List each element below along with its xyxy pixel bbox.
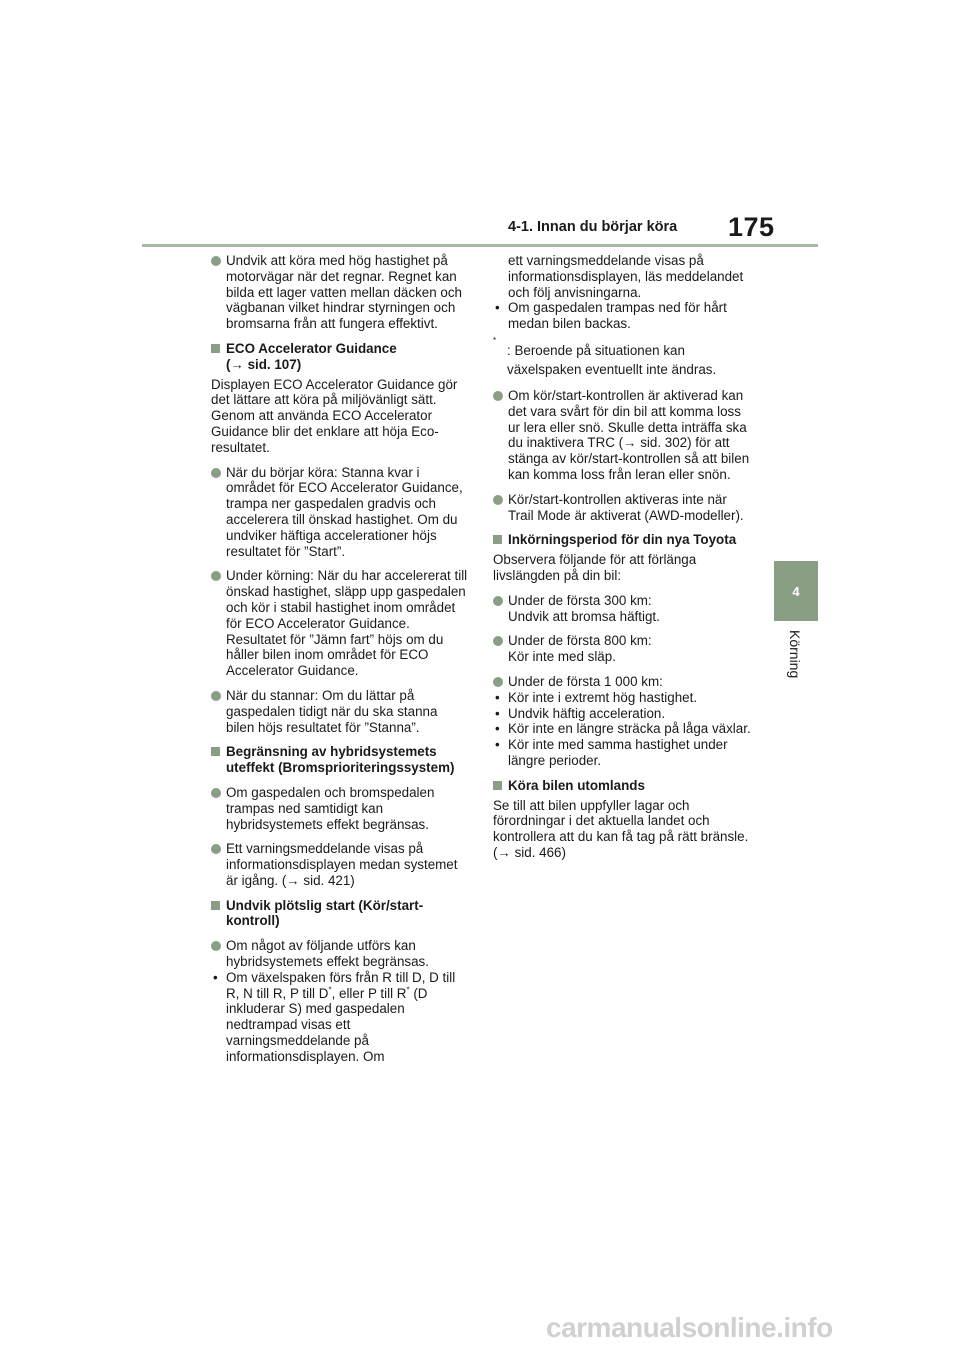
bullet-trail	[493, 492, 751, 524]
round-bullet-icon	[493, 596, 503, 606]
bullet-text: Om gaspedalen och bromspedalen trampas ned samtidigt kan hybridsystemets effekt begränsas.	[226, 784, 435, 832]
round-bullet-icon	[211, 256, 221, 266]
round-bullet-icon	[211, 571, 221, 581]
heading-ref-link[interactable]: (→ sid. 107)	[226, 356, 302, 372]
dash-bullet: •	[495, 705, 500, 721]
square-bullet-icon	[493, 781, 502, 790]
footnote-asterisk: *	[328, 985, 332, 995]
dash-item-speed	[493, 690, 751, 706]
dash-item-same-speed	[493, 737, 751, 769]
paragraph-abroad: Se till att bilen uppfyller lagar och förordningar i det aktuella landet och kontrollera att du kan få tag på rätt bränsle. (→ sid. 466)	[493, 797, 749, 860]
bullet-text: När du stannar: Om du lättar på gaspedalen tidigt när du ska stanna bilen höjs resultatet för ”Stanna”.	[226, 687, 438, 735]
bullet-text: När du börjar köra: Stanna kvar i området för ECO Accelerator Guidance, trampa ner gaspedalen gradvis och accelerera till önskad hastighet. Om du undviker häftiga accelerationer höjs resultatet för ”Start”.	[226, 464, 463, 559]
round-bullet-icon	[493, 495, 503, 505]
round-bullet-icon	[211, 691, 221, 701]
heading-abroad	[493, 778, 751, 794]
paragraph-breakin: Observera följande för att förlänga livslängden på din bil:	[493, 552, 697, 583]
square-bullet-icon	[211, 901, 220, 910]
dash-text-c: (D inkluderar S) med gaspedalen nedtrampad visas ett varningsmeddelande på informationsdisplayen. Om	[226, 985, 428, 1064]
continued-text: ett varningsmeddelande visas på informationsdisplayen, läs meddelandet och följ anvisningarna.	[508, 253, 744, 300]
bullet-800km	[493, 633, 751, 665]
square-bullet-icon	[493, 535, 502, 544]
round-bullet-icon	[211, 468, 221, 478]
round-bullet-icon	[211, 844, 221, 854]
bullet-text: Ett varningsmeddelande visas på informationsdisplayen medan systemet är igång. (→ sid. 421)	[226, 841, 458, 888]
bullet-text: Om kör/start-kontrollen är aktiverad kan det vara svårt för din bil att komma loss ur lera eller snö. Skulle detta inträffa ska du inaktivera TRC (→ sid. 302) för att stänga av kör/start-kontrollen så att bilen kan komma loss från leran eller snön.	[508, 387, 750, 482]
bullet-1000km	[493, 674, 751, 690]
footnote: * : Beroende på situationen kan växelspaken eventuellt inte ändras.	[493, 335, 717, 377]
bullet-text: Under körning: När du har accelererat till önskad hastighet, släpp upp gaspedalen och kör i stabil hastighet inom området för ECO Accelerator Guidance. Resultatet för ”Jämn fart” höjs om du håller bilen inom området för ECO Accelerator Guidance.	[226, 568, 468, 679]
bullet-sudden	[211, 938, 469, 970]
dash-text: Undvik häftig acceleration.	[508, 705, 666, 721]
bullet-limit-1	[211, 785, 469, 832]
section-title: 4-1. Innan du börjar köra	[508, 219, 678, 235]
heading-limit	[211, 744, 469, 776]
dash-bullet: •	[495, 300, 500, 316]
round-bullet-icon	[493, 636, 503, 646]
heading-eco	[211, 341, 469, 373]
dash-text: Kör inte med samma hastighet under längre perioder.	[508, 737, 728, 768]
dash-text: Om gaspedalen trampas ned för hårt medan bilen backas.	[508, 300, 727, 332]
bullet-limit-2	[211, 841, 469, 888]
heading-text: Köra bilen utomlands	[508, 777, 645, 793]
bullet-text: Kör/start-kontrollen aktiveras inte när Trail Mode är aktiverat (AWD-modeller).	[508, 491, 744, 523]
left-column	[211, 253, 469, 1065]
round-bullet-icon	[493, 391, 503, 401]
bullet-text: Under de första 1 000 km:	[508, 673, 663, 689]
heading-text: Undvik plötslig start (Kör/start-kontroll)	[226, 897, 424, 929]
round-bullet-icon	[211, 788, 221, 798]
dash-text: Kör inte en längre sträcka på låga växlar.	[508, 721, 751, 737]
bullet-text: Under de första 300 km: Undvik att bromsa häftigt.	[508, 592, 660, 624]
dash-item-shift	[211, 970, 469, 1065]
dash-bullet: •	[495, 689, 500, 705]
heading-sudden	[211, 898, 469, 930]
heading-breakin	[493, 532, 751, 548]
dash-bullet: •	[495, 721, 500, 737]
round-bullet-icon	[493, 677, 503, 687]
right-column	[493, 253, 751, 870]
heading-text: Begränsning av hybridsystemets uteffekt (Bromsprioriteringssystem)	[226, 744, 455, 776]
square-bullet-icon	[211, 747, 220, 756]
bullet-text: Under de första 800 km: Kör inte med släp.	[508, 633, 652, 665]
chapter-number: 4	[792, 583, 800, 599]
footnote-text: : Beroende på situationen kan växelspaken eventuellt inte ändras.	[507, 342, 717, 377]
bullet-drive	[211, 568, 469, 679]
bullet-text: Undvik att köra med hög hastighet på motorvägar när det regnar. Regnet kan bilda ett lager vatten mellan däcken och vägbanan vilket hindrar styrningen och bromsarna från att fungera effektivt.	[226, 253, 462, 332]
heading-text: ECO Accelerator Guidance	[226, 340, 397, 356]
watermark: carmanualsonline.info	[546, 1312, 833, 1343]
dash-text-b: , eller P till R	[331, 985, 407, 1001]
bullet-stop	[211, 688, 469, 735]
footnote-asterisk: *	[406, 985, 410, 995]
dash-item-gears	[493, 721, 751, 737]
bullet-mud	[493, 388, 751, 483]
chapter-label: Körning	[787, 630, 803, 679]
page-number: 175	[728, 212, 775, 242]
dash-item-accel	[493, 706, 751, 722]
paragraph-eco: Displayen ECO Accelerator Guidance gör det lättare att köra på miljövänligt sätt. Genom att använda ECO Accelerator Guidance blir det enklare att höja Eco-resultatet.	[211, 376, 458, 455]
dash-text-a: Om växelspaken förs från R till D, D till R, N till R, P till D	[226, 969, 456, 1001]
dash-bullet: •	[495, 737, 500, 753]
dash-bullet: •	[213, 969, 218, 985]
chapter-tab[interactable]	[774, 561, 818, 621]
dash-item-reverse	[493, 300, 751, 332]
square-bullet-icon	[211, 344, 220, 353]
round-bullet-icon	[211, 941, 221, 951]
bullet-300km	[493, 593, 751, 625]
bullet-rain	[211, 253, 469, 332]
header-divider	[142, 244, 818, 247]
dash-text: Kör inte i extremt hög hastighet.	[508, 689, 698, 705]
bullet-start	[211, 465, 469, 560]
heading-text: Inkörningsperiod för din nya Toyota	[508, 532, 737, 548]
bullet-text: Om något av följande utförs kan hybridsystemets effekt begränsas.	[226, 938, 429, 970]
